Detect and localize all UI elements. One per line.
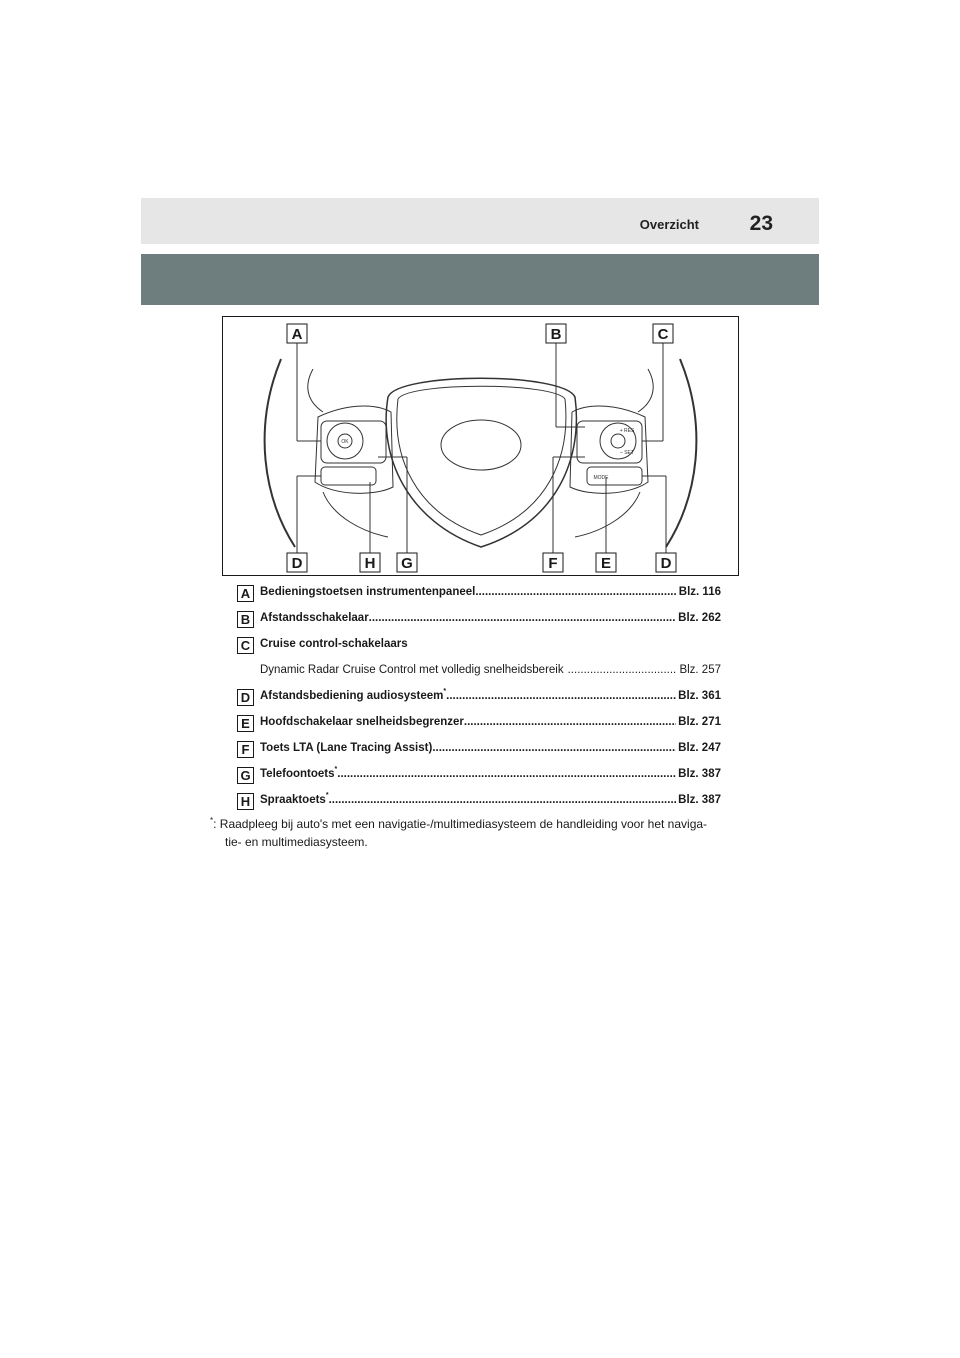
legend-letter: C: [237, 637, 254, 654]
page-reference: Blz. 271: [678, 716, 721, 728]
legend-label: Afstandsschakelaar: [260, 612, 369, 624]
steering-wheel-illustration: [223, 317, 740, 577]
legend-label: Spraaktoets: [260, 794, 326, 806]
legend-item: [237, 585, 721, 611]
legend-label: Hoofdschakelaar snelheidsbegrenzer: [260, 716, 464, 728]
page-reference: Blz. 387: [678, 794, 721, 806]
callout-e: E: [600, 555, 612, 572]
header-band: [141, 254, 819, 305]
page-reference: Blz. 387: [678, 768, 721, 780]
mode-label: MODE: [593, 475, 609, 481]
footnote-marker: *: [325, 792, 329, 799]
page-header: [141, 198, 819, 244]
res-label: + RES: [619, 428, 635, 434]
callout-d-left: D: [291, 555, 303, 572]
legend-list: [237, 585, 721, 819]
page-reference: Blz. 361: [678, 690, 721, 702]
page-reference: Blz. 116: [678, 586, 721, 598]
legend-label: Cruise control-schakelaars: [260, 638, 408, 650]
section-title: Overzicht: [639, 217, 699, 232]
ok-label: OK: [341, 439, 349, 445]
set-label: – SET: [620, 450, 634, 456]
legend-item: [237, 611, 721, 637]
legend-letter: B: [237, 611, 254, 628]
legend-label: Telefoontoets: [260, 768, 335, 780]
callout-h: H: [364, 555, 376, 572]
legend-subitem: [237, 663, 721, 689]
legend-label: Bedieningstoetsen instrumentenpaneel: [260, 586, 476, 598]
callout-b: B: [550, 326, 562, 343]
page-reference: Blz. 247: [678, 742, 721, 754]
callout-a: A: [291, 326, 303, 343]
legend-item: [237, 767, 721, 793]
legend-item: [237, 715, 721, 741]
legend-label: Afstandsbediening audiosysteem: [260, 690, 444, 702]
callout-f: F: [548, 555, 558, 572]
legend-label: Toets LTA (Lane Tracing Assist): [260, 742, 433, 754]
legend-letter: D: [237, 689, 254, 706]
footnote: [210, 812, 770, 851]
footnote-mark: *: [210, 816, 214, 825]
steering-wheel-figure: [222, 316, 739, 576]
footnote-marker: *: [334, 766, 338, 773]
footnote-text: : Raadpleeg bij auto's met een navigatie-/multimediasysteem de handleiding voor het naviga-: [213, 817, 708, 831]
callout-c: C: [657, 326, 669, 343]
footnote-marker: *: [443, 688, 447, 695]
legend-letter: H: [237, 793, 254, 810]
callout-g: G: [401, 555, 413, 572]
callout-d-right: D: [660, 555, 672, 572]
legend-item: [237, 637, 721, 663]
footnote-text-continued: tie- en multimediasysteem.: [225, 835, 368, 849]
legend-letter: G: [237, 767, 254, 784]
page-reference: Blz. 257: [679, 664, 721, 676]
legend-label: Dynamic Radar Cruise Control met volledig snelheidsbereik: [260, 664, 564, 676]
legend-letter: A: [237, 585, 254, 602]
legend-letter: F: [237, 741, 254, 758]
page-reference: Blz. 262: [678, 612, 721, 624]
legend-letter: E: [237, 715, 254, 732]
page-number: 23: [749, 212, 773, 235]
legend-item: [237, 689, 721, 715]
legend-item: [237, 741, 721, 767]
